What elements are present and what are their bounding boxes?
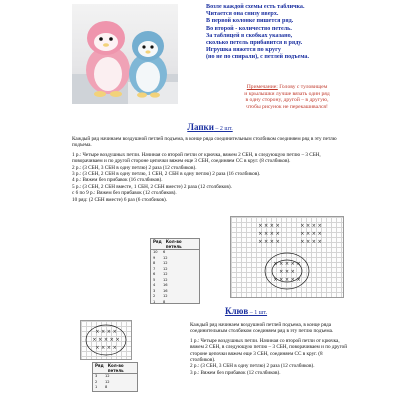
legend-header xyxy=(93,363,137,374)
klyuv-legend-table xyxy=(92,362,138,392)
klyuv-chart-marks xyxy=(81,321,131,359)
lapki-row: 10 ряд: (2 СБН вместе) 6 раз (6 столбиков). xyxy=(72,196,168,203)
svg-text:× × ×: × × × xyxy=(279,269,295,275)
legend-row: 5 12 xyxy=(153,277,168,282)
klyuv-intro: Каждый ряд начинаем воздушной петлей подъема, в конце ряда соединительным столбиком соединяем ряд в эту петлю подъема. xyxy=(190,322,334,335)
klyuv-heading xyxy=(196,306,296,316)
lapki-row: 1 р.: Четыре воздушных петли. Начиная со второй петли от крючка, вяжем 2 СБН, в следующую петлю – 3 СБН, поворачиваем и по другой стороне цепочки вяжем еще 3 СБН, соединяем СС в круг. (8 столбиков). xyxy=(72,151,321,165)
svg-text:× × × ×: × × × × xyxy=(300,231,322,237)
lapki-chart-marks xyxy=(231,217,343,297)
klyuv-row: 3 р.: Вяжем без прибавок (12 столбиков). xyxy=(190,369,281,376)
note-line: чтобы рисунок не перекашивался! xyxy=(246,104,328,111)
legend-row: 6 12 xyxy=(153,272,168,276)
svg-text:× × × × ×: × × × × × xyxy=(273,277,301,283)
intro-line: сколько петель прибавится в ряду. xyxy=(206,40,303,47)
legend-header xyxy=(151,239,199,250)
legend-col-count: Кол-во петель xyxy=(165,239,182,249)
klyuv-count: – 1 шт. xyxy=(248,310,268,316)
legend-row: 1 8 xyxy=(95,385,108,389)
intro-line: В первой колонке пишется ряд. xyxy=(206,18,294,25)
penguins-photo xyxy=(72,4,178,104)
intro-line: Читается она снизу вверх. xyxy=(206,11,279,18)
klyuv-instructions xyxy=(190,322,348,376)
intro-line: (но не по спирали), с петлей подъема. xyxy=(206,54,309,61)
svg-text:× × × ×: × × × × xyxy=(258,239,280,245)
svg-text:× × × ×: × × × × xyxy=(258,223,280,229)
lapki-stitch-chart xyxy=(230,216,344,298)
legend-col-row: Ряд xyxy=(95,363,104,368)
legend-row: 3 12 xyxy=(95,374,110,378)
lapki-row: с 6 по 9 р.: Вяжем без прибавок (12 столбиков). xyxy=(72,190,177,197)
intro-text xyxy=(206,4,356,62)
intro-line: За таблицей в скобках указано, xyxy=(206,32,293,39)
svg-text:× × × ×: × × × × xyxy=(300,223,322,229)
lapki-legend-table xyxy=(150,238,200,304)
legend-col-row: Ряд xyxy=(153,239,162,244)
lapki-row: 4 р.: Вяжем без прибавок (16 столбиков). xyxy=(72,177,163,184)
legend-col-count: Кол-во петель xyxy=(107,363,124,373)
legend-row: 3 16 xyxy=(153,288,168,293)
note-line: и крылышки лучше вязать один ряд xyxy=(244,90,330,97)
svg-text:× × × ×: × × × × xyxy=(300,239,322,245)
svg-text:× × × × ×: × × × × × xyxy=(92,337,120,343)
klyuv-stitch-chart xyxy=(80,320,132,360)
intro-line: Во второй - количество петель. xyxy=(206,25,292,32)
intro-line: Возле каждой схемы есть табличка. xyxy=(206,4,305,10)
svg-text:× × × × ×: × × × × × xyxy=(273,261,301,267)
note-block xyxy=(218,84,356,111)
note-line: в одну сторону, другой – в другую, xyxy=(245,97,329,104)
note-label: Примечание: xyxy=(246,84,278,90)
note-line: Голову с туловищем xyxy=(277,84,328,90)
legend-row: 2 12 xyxy=(153,294,168,298)
klyuv-row: 1 р.: Четыре воздушных петли. Начиная со второй петли от крючка, вяжем 2 СБН, в следующую петлю – 3 СБН, поворачиваем и по другой стороне цепочки вяжем еще 3 СБН, соединяем СС в круг. (8 столбиков). xyxy=(190,337,347,364)
lapki-intro: Каждый ряд начинаем воздушной петлей подъема, в конце ряда соединительным столбиком соединяем ряд в эту петлю подъема. xyxy=(72,136,337,149)
legend-row: 10 6 xyxy=(153,250,166,254)
legend-row: 9 12 xyxy=(153,255,168,260)
svg-text:× × × ×: × × × × xyxy=(258,231,280,237)
lapki-row: 5 р.: (3 СБН, 2 СБН вместе, 1 СБН, 2 СБН вместе) 2 раза (12 столбиков). xyxy=(72,183,232,190)
lapki-heading xyxy=(150,122,270,132)
lapki-title: Лапки xyxy=(187,122,214,132)
legend-row: 8 12 xyxy=(153,261,168,265)
svg-text:× × × ×: × × × × xyxy=(95,345,117,351)
lapki-row: 3 р.: (3 СБН, 2 СБН в одну петлю, 1 СБН, 2 СБН в одну петлю) 2 раза (16 столбиков). xyxy=(72,171,261,178)
legend-row: 4 16 xyxy=(153,283,168,287)
legend-row: 7 12 xyxy=(153,266,168,271)
klyuv-row: 2 р.: (3 СБН, 3 СБН в одну петлю) 2 раза (12 столбиков). xyxy=(190,363,315,370)
legend-row: 1 8 xyxy=(153,299,166,304)
legend-row: 2 12 xyxy=(95,379,110,384)
lapki-count: – 2 шт. xyxy=(213,126,233,132)
klyuv-title: Клюв xyxy=(224,306,249,316)
lapki-row: 2 р.: (3 СБН, 3 СБН в одну петлю) 2 раза (12 столбиков). xyxy=(72,164,197,171)
intro-line: Игрушка вяжется по кругу xyxy=(206,47,281,54)
penguins-illustration xyxy=(72,4,178,104)
lapki-instructions xyxy=(72,136,342,203)
svg-text:× × × ×: × × × × xyxy=(95,329,117,335)
